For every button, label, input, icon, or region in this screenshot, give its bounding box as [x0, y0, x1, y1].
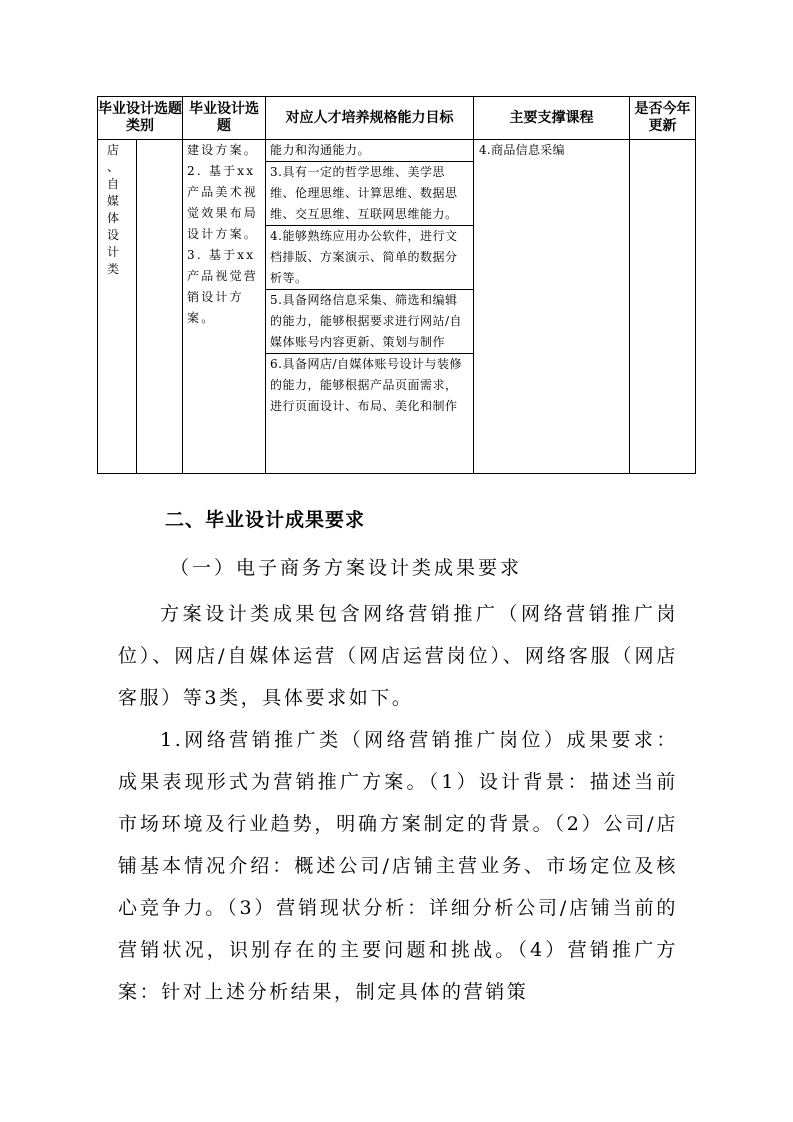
updated-cell	[630, 140, 696, 474]
header-updated: 是否今年更新	[630, 97, 696, 140]
graduation-design-table	[97, 96, 696, 474]
category-cell	[98, 140, 137, 474]
empty-cell	[137, 140, 183, 474]
goal-item: 4.能够熟练应用办公软件，进行文档排版、方案演示、简单的数据分析等。	[266, 226, 473, 290]
section-heading: 二、毕业设计成果要求	[165, 509, 366, 531]
header-course: 主要支撑课程	[474, 97, 630, 140]
course-cell	[474, 140, 630, 474]
paragraph: 1.网络营销推广类（网络营销推广岗位）成果要求：成果表现形式为营销推广方案。（1）设计背景：描述当前市场环境及行业趋势，明确方案制定的背景。（2）公司/店铺基本情况介绍：概述公司/店铺主营业务、市场定位及核心竞争力。（3）营销现状分析：详细分析公司/店铺当前的营销状况，识别存在的主要问题和挑战。（4）营销推广方案：针对上述分析结果，制定具体的营销策	[118, 729, 678, 1003]
goal-item: 能力和沟通能力。	[266, 140, 473, 162]
course-text: 4.商品信息采编	[479, 143, 565, 157]
topic-text: 建设方案。 2. 基于xx产品美术视觉效果布局设计方案。 3. 基于xx产品视觉营销设计方案。	[187, 143, 259, 325]
goal-item: 6.具备网店/自媒体账号设计与装修的能力，能够根据产品页面需求，进行页面设计、布局、美化和制作	[270, 357, 462, 413]
header-topic: 毕业设计选题	[183, 97, 266, 140]
goals-cell	[266, 140, 474, 474]
subsection-heading: （一）电子商务方案设计类成果要求	[170, 557, 523, 579]
table-header-row	[98, 97, 696, 140]
topic-cell	[183, 140, 266, 474]
table-row	[98, 140, 696, 474]
header-ability-goal: 对应人才培养规格能力目标	[266, 97, 474, 140]
goal-item: 3.具有一定的哲学思维、美学思维、伦理思维、计算思维、数据思维、交互思维、互联网思维能力。	[266, 162, 473, 226]
header-category: 毕业设计选题类别	[98, 97, 183, 140]
category-text: 店、自媒体设计类	[107, 143, 120, 276]
goal-item: 5.具备网络信息采集、筛选和编辑的能力，能够根据要求进行网站/自媒体账号内容更新、策划与制作	[266, 290, 473, 354]
paragraph: 方案设计类成果包含网络营销推广（网络营销推广岗位）、网店/自媒体运营（网店运营岗位）、网络客服（网店客服）等3类，具体要求如下。	[118, 603, 678, 709]
